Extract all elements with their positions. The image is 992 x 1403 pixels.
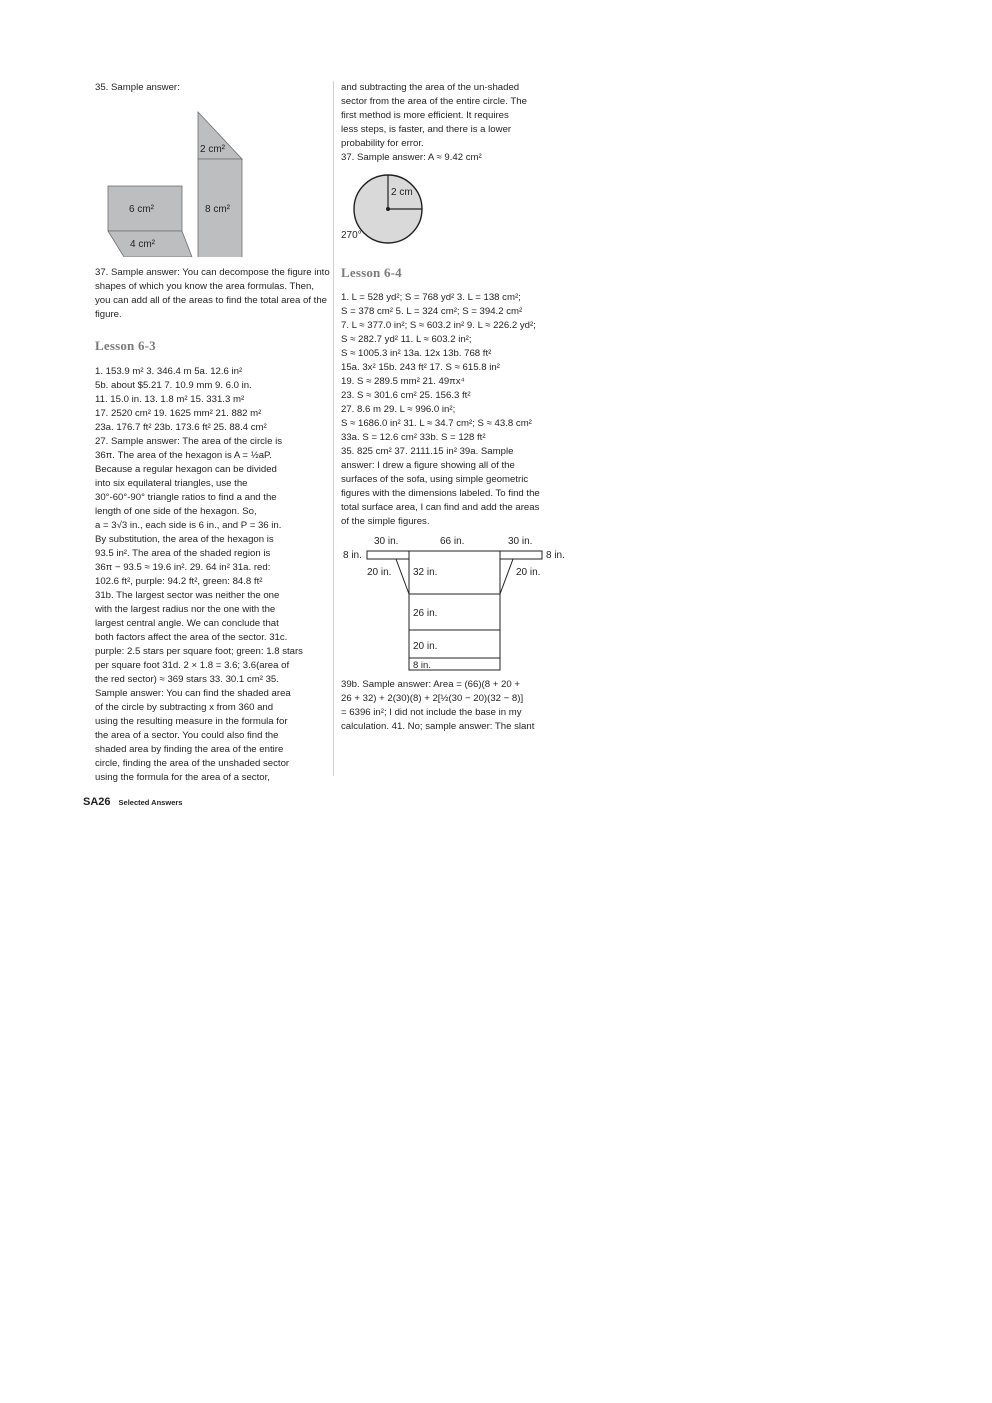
answer-line: into six equilateral triangles, use the: [95, 478, 248, 489]
answer-line: circle, finding the area of the unshaded sector: [95, 758, 290, 769]
answer-line: = 6396 in²; I did not include the base in my: [341, 707, 522, 718]
answer-line: per square foot 31d. 2 × 1.8 = 3.6; 3.6(area of: [95, 660, 290, 671]
answer-line: of the circle by subtracting x from 360 and: [95, 702, 274, 713]
figure-37-circle: [341, 170, 461, 248]
intro-line: 37. Sample answer: A ≈ 9.42 cm²: [341, 152, 482, 163]
answer-line: 7. L ≈ 377.0 in²; S ≈ 603.2 in² 9. L ≈ 226.2 yd²;: [341, 320, 536, 331]
right-intro: [341, 81, 571, 165]
answer-line: 36π. The area of the hexagon is A = ½aP.: [95, 450, 272, 461]
answer-line: 15a. 3x² 15b. 243 ft² 17. S ≈ 615.8 in²: [341, 362, 500, 373]
answer-line: a = 3√3 in., each side is 6 in., and P = 36 in.: [95, 520, 282, 531]
fig39-row4: 8 in.: [413, 660, 431, 671]
fig39-top-right: 30 in.: [508, 536, 533, 547]
page-footer: [83, 796, 182, 808]
intro-line: probability for error.: [341, 138, 424, 149]
answer-line: 31b. The largest sector was neither the one: [95, 590, 280, 601]
q37-answer: 37. Sample answer: You can decompose the figure into shapes of which you know the area formulas. Then, you can add all of the areas to find the total area of the figure.: [95, 267, 330, 320]
answer-line: of the simple figures.: [341, 516, 430, 527]
fig39-wing-right: 20 in.: [516, 567, 541, 578]
fig39-wing-left: 20 in.: [367, 567, 392, 578]
left-column: [95, 81, 330, 785]
answer-line: 35. 825 cm² 37. 2111.15 in² 39a. Sample: [341, 446, 514, 457]
answer-line: Because a regular hexagon can be divided: [95, 464, 277, 475]
answer-line: S ≈ 1005.3 in² 13a. 12x 13b. 768 ft²: [341, 348, 492, 359]
answer-line: purple: 2.5 stars per square foot; green: 1.8 stars: [95, 646, 303, 657]
answer-line: 93.5 in². The area of the shaded region is: [95, 548, 271, 559]
answer-line: S ≈ 1686.0 in² 31. L ≈ 34.7 cm²; S ≈ 43.8 cm²: [341, 418, 532, 429]
answer-line: using the resulting measure in the formula for: [95, 716, 288, 727]
intro-line: and subtracting the area of the un-shaded: [341, 82, 520, 93]
intro-line: less steps, is faster, and there is a lower: [341, 124, 512, 135]
answer-line: figures with the dimensions labeled. To find the: [341, 488, 540, 499]
answer-line: By substitution, the area of the hexagon is: [95, 534, 274, 545]
answer-line: 17. 2520 cm² 19. 1625 mm² 21. 882 m²: [95, 408, 262, 419]
answer-line: 1. L = 528 yd²; S = 768 yd² 3. L = 138 cm²;: [341, 292, 521, 303]
lesson-6-4-heading: Lesson 6-4: [341, 265, 402, 280]
intro-line: sector from the area of the entire circle. The: [341, 96, 527, 107]
answer-line: 36π − 93.5 ≈ 19.6 in². 29. 64 in² 31a. red:: [95, 562, 271, 573]
fig35-label-bottom: 4 cm²: [130, 239, 155, 250]
fig39-row1: 32 in.: [413, 567, 438, 578]
answer-line: 23a. 176.7 ft² 23b. 173.6 ft² 25. 88.4 cm²: [95, 422, 267, 433]
answer-line: calculation. 41. No; sample answer: The slant: [341, 721, 535, 732]
fig35-label-mid-left: 6 cm²: [129, 204, 154, 215]
answer-line: largest central angle. We can conclude that: [95, 618, 279, 629]
answer-line: 1. 153.9 m² 3. 346.4 m 5a. 12.6 in²: [95, 366, 243, 377]
fig39-side-left: 8 in.: [343, 550, 362, 561]
right-column: [341, 81, 571, 734]
answer-line: 27. Sample answer: The area of the circle is: [95, 436, 282, 447]
answer-line: shaded area by finding the area of the entire: [95, 744, 284, 755]
answer-line: 33a. S = 12.6 cm² 33b. S = 128 ft²: [341, 432, 486, 443]
fig35-label-mid-right: 8 cm²: [205, 204, 230, 215]
answer-line: surfaces of the sofa, using simple geometric: [341, 474, 529, 485]
column-divider: [333, 81, 334, 776]
lesson-6-4-answers: [341, 291, 571, 529]
answer-line: 11. 15.0 in. 13. 1.8 m² 15. 331.3 m²: [95, 394, 245, 405]
fig39-row2: 26 in.: [413, 608, 438, 619]
lesson-6-3-answers: [95, 365, 330, 785]
fig39-side-right: 8 in.: [546, 550, 565, 561]
figure-39-sofa-net: [341, 534, 571, 674]
page-number: SA26: [83, 796, 111, 808]
answer-line: using the formula for the area of a sector,: [95, 772, 270, 783]
answer-line: 27. 8.6 m 29. L ≈ 996.0 in²;: [341, 404, 456, 415]
footer-label: Selected Answers: [118, 798, 183, 807]
lesson-6-3-heading: Lesson 6-3: [95, 338, 156, 353]
answer-line: 26 + 32) + 2(30)(8) + 2[½(30 − 20)(32 − 8)]: [341, 693, 524, 704]
fig35-label-top: 2 cm²: [200, 144, 225, 155]
answer-line: answer: I drew a figure showing all of the: [341, 460, 515, 471]
q35-heading: 35. Sample answer:: [95, 82, 180, 93]
answer-line: both factors affect the area of the sector. 31c.: [95, 632, 288, 643]
answer-line: S = 378 cm² 5. L = 324 cm²; S = 394.2 cm²: [341, 306, 523, 317]
answer-line: 102.6 ft², purple: 94.2 ft², green: 84.8 ft²: [95, 576, 263, 587]
fig39-top-mid: 66 in.: [440, 536, 465, 547]
answer-line: length of one side of the hexagon. So,: [95, 506, 257, 517]
answer-line: 5b. about $5.21 7. 10.9 mm 9. 6.0 in.: [95, 380, 252, 391]
q39b-answer: [341, 678, 571, 734]
answer-line: total surface area, I can find and add the areas: [341, 502, 540, 513]
answer-line: 19. S ≈ 289.5 mm² 21. 49πx⁴: [341, 376, 465, 387]
answer-line: 23. S ≈ 301.6 cm² 25. 156.3 ft²: [341, 390, 471, 401]
fig37-angle-label: 270°: [341, 230, 362, 241]
answer-line: the red sector) ≈ 369 stars 33. 30.1 cm² 35.: [95, 674, 279, 685]
figure-35: [95, 97, 330, 257]
answer-line: with the largest radius nor the one with the: [95, 604, 276, 615]
fig39-top-left: 30 in.: [374, 536, 399, 547]
fig39-row3: 20 in.: [413, 641, 438, 652]
answer-line: Sample answer: You can find the shaded area: [95, 688, 291, 699]
answer-line: S ≈ 282.7 yd² 11. L ≈ 603.2 in²;: [341, 334, 472, 345]
answer-line: the area of a sector. You could also find the: [95, 730, 279, 741]
fig37-radius-label: 2 cm: [391, 187, 413, 198]
intro-line: first method is more efficient. It requires: [341, 110, 509, 121]
answer-line: 39b. Sample answer: Area = (66)(8 + 20 +: [341, 679, 520, 690]
answer-line: 30°-60°-90° triangle ratios to find a and the: [95, 492, 277, 503]
